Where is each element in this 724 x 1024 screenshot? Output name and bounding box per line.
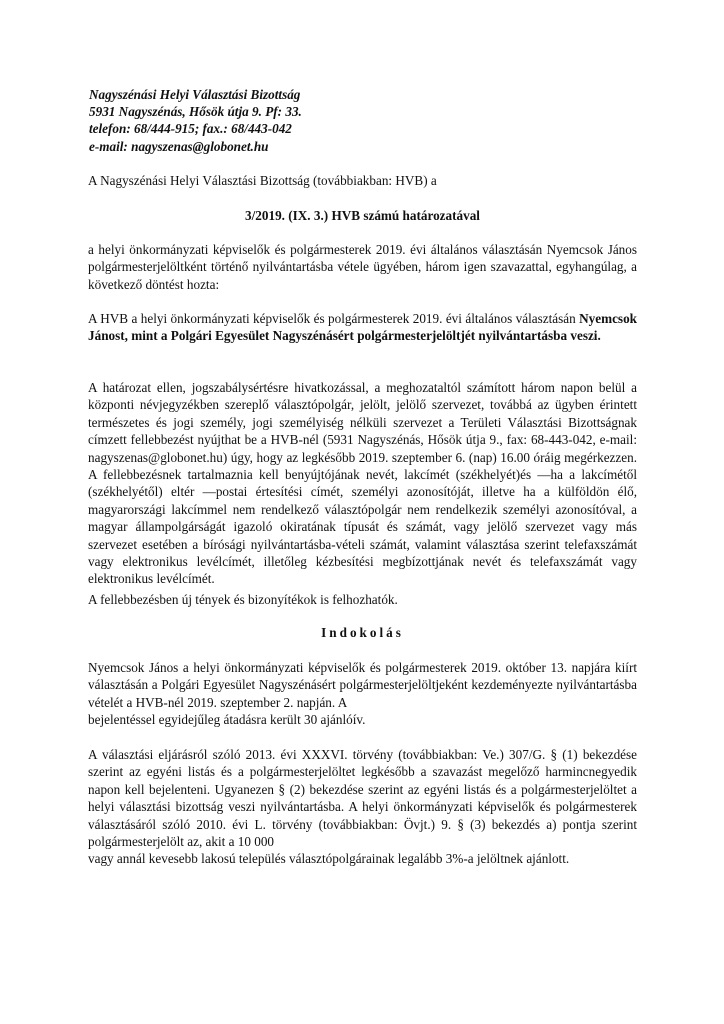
organization-phone: telefon: 68/444-915; fax.: 68/443-042 [89, 121, 292, 137]
decision-bold-text: Nyemcsok Jánost, mint a Polgári Egyesület Nagyszénásért polgármesterjelöltjét nyilvántartásba veszi. [88, 311, 637, 344]
organization-email: e-mail: nagyszenas@globonet.hu [89, 138, 269, 154]
reasoning-paragraph-2: A választási eljárásról szóló 2013. évi XXXVI. törvény (továbbiakban: Ve.) 307/G. § (1) bekezdése szerint az egyéni listás és a polgármesterjelöltet legkésőbb a szavazást megelőző harmincnegyedik napon kell bejelenteni. Ugyanezen § (2) bekezdése szerint az egyéni listás és a polgármesterjelöltet a helyi választási bizottság veszi nyilvántartásba. A helyi önkormányzati képviselők és polgármesterek választásáról szóló 2010. évi L. törvény (továbbiakban: Övjt.) 9. § (3) bekezdés a) pontja szerint polgármesterjelölt az, akit a 10 000 [88, 747, 637, 850]
appeal-last-line: A fellebbezésben új tények és bizonyítékok is felhozhatók. [88, 592, 398, 607]
intro-line: A Nagyszénási Helyi Választási Bizottság (továbbiakban: HVB) a [88, 173, 437, 188]
reasoning-paragraph-1: Nyemcsok János a helyi önkormányzati képviselők és polgármesterek 2019. október 13. napjára kiírt választásán a Polgári Egyesület Nagyszénásért polgármesterjelöltjeként kezdeményezte nyilvántartásba vételét a HVB-nél 2019. szeptember 2. napján. A [88, 660, 637, 710]
decision-paragraph [88, 310, 637, 345]
reasoning-paragraph-2-last-line: vagy annál kevesebb lakosú település választópolgárainak legalább 3%-a jelöltnek ajánlott. [88, 851, 570, 866]
decision-text: A HVB a helyi önkormányzati képviselők és polgármesterek 2019. évi általános választásán [88, 311, 576, 326]
reasoning-title: Indokolás [321, 625, 404, 640]
organization-name: Nagyszénási Helyi Választási Bizottság [89, 87, 301, 102]
resolution-title: 3/2019. (IX. 3.) HVB számú határozatával [245, 208, 480, 223]
appeal-paragraph: A határozat ellen, jogszabálysértésre hivatkozással, a meghozataltól számított három napon belül a központi névjegyzékben szereplő választópolgár, jelölt, jelölő szervezet, továbbá az ügyben érintett természetes és jogi személy, jogi személyiség nélküli szervezet a Területi Választási Bizottságnak címzett fellebbezést nyújthat be a HVB-nél (5931 Nagyszénás, Hősök útja 9., fax: 68-443-042, e-mail: nagyszenas@globonet.hu) úgy, hogy az legkésőbb 2019. szeptember 6. (nap) 16.00 óráig megérkezzen. A fellebbezésnek tartalmaznia kell benyújtójának nevét, lakcímét (székhelyét)és —ha a lakcímétől (székhelyétől) eltér —postai értesítési címét, személyi azonosítóját, illetve ha a külföldön élő, magyarországi lakcímmel nem rendelkező választópolgár nem rendelkezik személyi azonosítóval, a magyar állampolgárságát igazoló okiratának típusát és számát, vagy jelölő szervezet vagy más szervezet esetében a bírósági nyilvántartásba-vételi számát, valamint választása szerint telefaxszámát vagy elektronikus levélcímét, illetőleg kézbesítési megbízottjának nevét és telefaxszámát vagy elektronikus levélcímét. [88, 380, 637, 587]
reasoning-paragraph-1-last-line: bejelentéssel egyidejűleg átadásra került 30 ajánlóív. [88, 712, 366, 727]
letterhead [89, 86, 302, 155]
organization-address: 5931 Nagyszénás, Hősök útja 9. Pf: 33. [89, 104, 302, 120]
preamble-paragraph: a helyi önkormányzati képviselők és polgármesterek 2019. évi általános választásán Nyemcsok János polgármesterjelöltként történő nyilvántartásba vétele ügyében, három igen szavazattal, egyhangúlag, a következő döntést hozta: [88, 242, 637, 292]
